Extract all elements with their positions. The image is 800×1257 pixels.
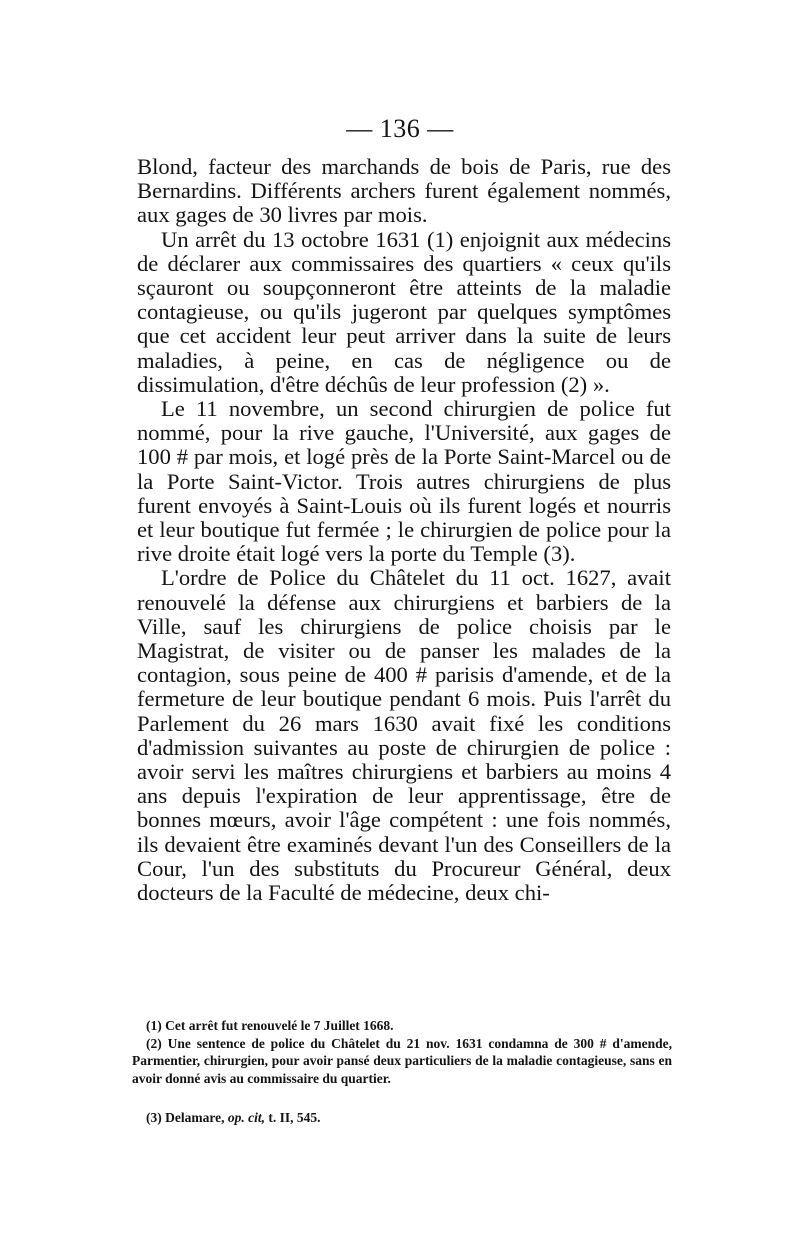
main-text: [137, 155, 671, 905]
footnote-3: [132, 1109, 672, 1127]
footnote-3-suffix: t. II, 545.: [264, 1110, 321, 1125]
footnote-1: (1) Cet arrêt fut renouvelé le 7 Juillet 1668.: [146, 1018, 394, 1033]
paragraph-1: Blond, facteur des marchands de bois de Paris, rue des Bernardins. Différents archers furent également nommés, aux gages de 30 livres par mois.: [137, 154, 671, 228]
page-number: — 136 —: [346, 114, 454, 143]
paragraph-2: Un arrêt du 13 octobre 1631 (1) enjoignit aux médecins de déclarer aux commissaires des quartiers « ceux qu'ils sçauront ou soupçonneront être atteints de la maladie contagieuse, ou qu'ils jugeront par quelques symptômes que cet accident leur peut arriver dans la suite de leurs maladies, à peine, en cas de négligence ou de dissimulation, d'être déchûs de leur profession (2) ».: [137, 226, 671, 397]
paragraph-4: L'ordre de Police du Châtelet du 11 oct. 1627, avait renouvelé la défense aux chirurgiens et barbiers de la Ville, sauf les chirurgiens de police choisis par le Magistrat, de visiter ou de panser les malades de la contagion, sous peine de 400 # parisis d'amende, et de la fermeture de leur boutique pendant 6 mois. Puis l'arrêt du Parlement du 26 mars 1630 avait fixé les conditions d'admission suivantes au poste de chirurgien de police : avoir servi les maîtres chirurgiens et barbiers au moins 4 ans depuis l'expiration de leur apprentissage, être de bonnes mœurs, avoir l'âge compétent : une fois nommés, ils devaient être examinés devant l'un des Conseillers de la Cour, l'un des substituts du Procureur Général, deux docteurs de la Faculté de médecine, deux chi-: [137, 565, 671, 906]
footnote-3-prefix: (3) Delamare,: [146, 1110, 228, 1125]
footnote-3-italic: op. cit,: [227, 1110, 265, 1125]
footnotes: [132, 1017, 672, 1087]
footnote-2: (2) Une sentence de police du Châtelet du 21 nov. 1631 condamna de 300 # d'amende, Parmentier, chirurgien, pour avoir pansé deux particuliers de la maladie contagieuse, sans en avoir donné avis au commissaire du quartier.: [132, 1035, 672, 1086]
paragraph-3: Le 11 novembre, un second chirurgien de police fut nommé, pour la rive gauche, l'Université, aux gages de 100 # par mois, et logé près de la Porte Saint-Marcel ou de la Porte Saint-Victor. Trois autres chirurgiens de plus furent envoyés à Saint-Louis où ils furent logés et nourris et leur boutique fut fermée ; le chirurgien de police pour la rive droite était logé vers la porte du Temple (3).: [137, 396, 671, 567]
